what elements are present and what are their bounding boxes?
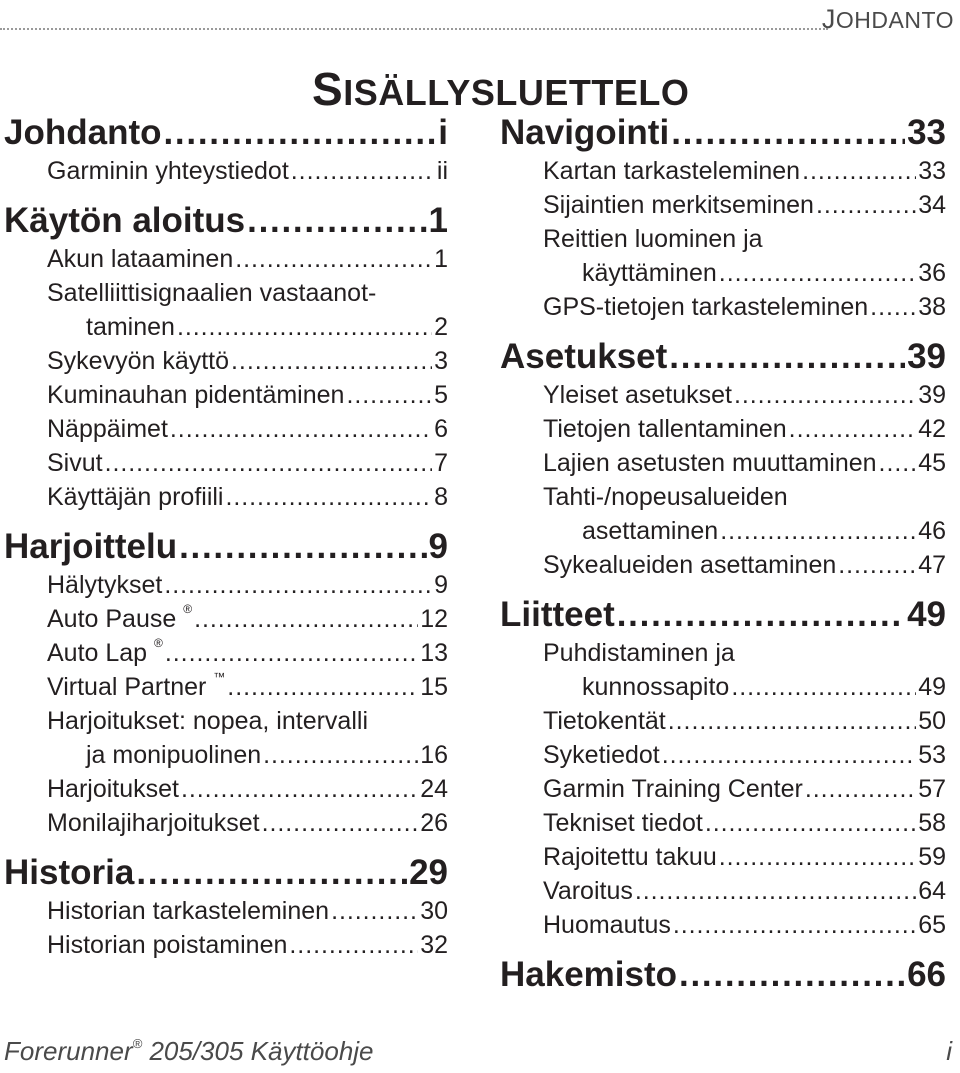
toc-entry-reittien-line1[interactable]: Reittien luominen ja bbox=[543, 225, 763, 253]
toc-entry-sykealueiden[interactable]: Sykealueiden asettaminen . . . 47 bbox=[500, 548, 946, 582]
toc-entry-rajoitettu-takuu[interactable]: Rajoitettu takuu . . . 59 bbox=[500, 840, 946, 874]
toc-entry-harjoitukset[interactable]: Harjoitukset . . . 24 bbox=[4, 772, 448, 806]
toc-entry-nappaimet[interactable]: Näppäimet . . . 6 bbox=[4, 412, 448, 446]
toc-section-hakemisto[interactable]: Hakemisto . . . 66 bbox=[500, 954, 946, 996]
toc-entry-tietojen-tallentaminen[interactable]: Tietojen tallentaminen . . . 42 bbox=[500, 412, 946, 446]
toc-entry-halytykset[interactable]: Hälytykset . . . 9 bbox=[4, 568, 448, 602]
toc-entry-tietokentat[interactable]: Tietokentät . . . 50 bbox=[500, 704, 946, 738]
page-title: SISÄLLYSLUETTELO bbox=[312, 63, 690, 115]
toc-entry-puhdistaminen-line1[interactable]: Puhdistaminen ja bbox=[543, 639, 735, 667]
toc-section-johdanto[interactable]: Johdanto . . . i bbox=[4, 112, 448, 154]
toc-entry-tekniset-tiedot[interactable]: Tekniset tiedot . . . 58 bbox=[500, 806, 946, 840]
toc-entry-garmin-yhteystiedot[interactable]: Garminin yhteystiedot . . . ii bbox=[4, 154, 448, 188]
toc-section-liitteet[interactable]: Liitteet . . . 49 bbox=[500, 594, 946, 636]
toc-entry-garmin-training-center[interactable]: Garmin Training Center . . . 57 bbox=[500, 772, 946, 806]
footer-manual-title: Forerunner® 205/305 Käyttöohje bbox=[4, 1036, 374, 1066]
toc-entry-satelliitti-line2[interactable]: taminen . . . 2 bbox=[4, 310, 448, 344]
toc-entry-harjoitukset-nopea-line2[interactable]: ja monipuolinen . . . 16 bbox=[4, 738, 448, 772]
toc-entry-syketiedot[interactable]: Syketiedot . . . 53 bbox=[500, 738, 946, 772]
toc-entry-kuminauha[interactable]: Kuminauhan pidentäminen . . . 5 bbox=[4, 378, 448, 412]
toc-entry-harjoitukset-nopea-line1[interactable]: Harjoitukset: nopea, intervalli bbox=[47, 707, 368, 735]
toc-entry-historian-poistaminen[interactable]: Historian poistaminen . . . 32 bbox=[4, 928, 448, 962]
toc-entry-satelliitti-line1[interactable]: Satelliittisignaalien vastaanot- bbox=[47, 279, 377, 307]
toc-right-column bbox=[500, 112, 946, 996]
toc-section-asetukset[interactable]: Asetukset . . . 39 bbox=[500, 336, 946, 378]
toc-left-column bbox=[4, 112, 448, 962]
toc-entry-akun-lataaminen[interactable]: Akun lataaminen . . . 1 bbox=[4, 242, 448, 276]
toc-entry-kartan-tarkasteleminen[interactable]: Kartan tarkasteleminen . . . 33 bbox=[500, 154, 946, 188]
toc-entry-auto-lap[interactable]: Auto Lap ® . . . 13 bbox=[4, 636, 448, 670]
toc-entry-lajien-asetusten[interactable]: Lajien asetusten muuttaminen . . . 45 bbox=[500, 446, 946, 480]
toc-entry-historian-tarkasteleminen[interactable]: Historian tarkasteleminen . . . 30 bbox=[4, 894, 448, 928]
toc-section-historia[interactable]: Historia . . . 29 bbox=[4, 852, 448, 894]
running-header: JOHDANTO bbox=[821, 4, 954, 34]
toc-entry-virtual-partner[interactable]: Virtual Partner ™ . . . 15 bbox=[4, 670, 448, 704]
toc-entry-tahti-line1[interactable]: Tahti-/nopeusalueiden bbox=[543, 483, 788, 511]
toc-entry-tahti-line2[interactable]: asettaminen . . . 46 bbox=[500, 514, 946, 548]
footer-page-number: i bbox=[946, 1036, 952, 1066]
toc-entry-auto-pause[interactable]: Auto Pause ® . . . 12 bbox=[4, 602, 448, 636]
toc-entry-sijaintien-merkitseminen[interactable]: Sijaintien merkitseminen . . . 34 bbox=[500, 188, 946, 222]
toc-entry-gps-tietojen[interactable]: GPS-tietojen tarkasteleminen . . . 38 bbox=[500, 290, 946, 324]
toc-entry-varoitus[interactable]: Varoitus . . . 64 bbox=[500, 874, 946, 908]
toc-entry-sykevyo[interactable]: Sykevyön käyttö . . . 3 bbox=[4, 344, 448, 378]
toc-entry-yleiset-asetukset[interactable]: Yleiset asetukset . . . 39 bbox=[500, 378, 946, 412]
toc-section-navigointi[interactable]: Navigointi . . . 33 bbox=[500, 112, 946, 154]
toc-section-kayton-aloitus[interactable]: Käytön aloitus . . . 1 bbox=[4, 200, 448, 242]
toc-entry-sivut[interactable]: Sivut . . . 7 bbox=[4, 446, 448, 480]
toc-entry-monilajiharjoitukset[interactable]: Monilajiharjoitukset . . . 26 bbox=[4, 806, 448, 840]
toc-section-harjoittelu[interactable]: Harjoittelu . . . 9 bbox=[4, 526, 448, 568]
header-dotted-rule bbox=[0, 28, 828, 30]
toc-entry-kayttajan-profiili[interactable]: Käyttäjän profiili . . . 8 bbox=[4, 480, 448, 514]
toc-entry-reittien-line2[interactable]: käyttäminen . . . 36 bbox=[500, 256, 946, 290]
toc-entry-huomautus[interactable]: Huomautus . . . 65 bbox=[500, 908, 946, 942]
toc-entry-puhdistaminen-line2[interactable]: kunnossapito . . . 49 bbox=[500, 670, 946, 704]
